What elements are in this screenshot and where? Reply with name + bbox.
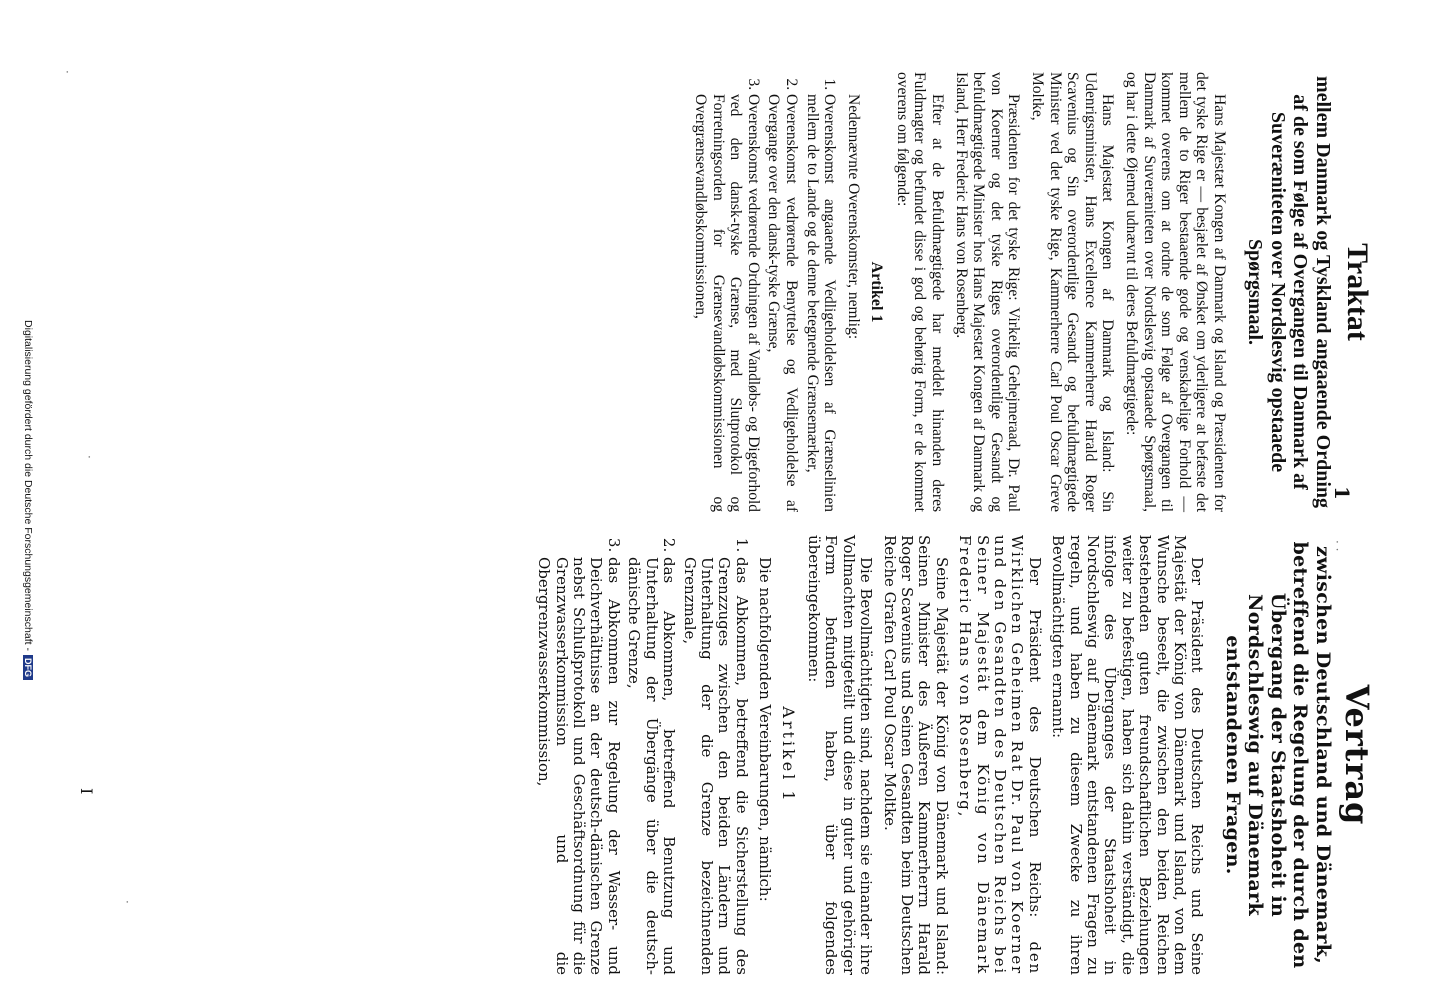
danish-king-delegates: Hans Majestæt Kongen af Danmark og Island: Sin Udenrigsminister, Hans Excellence Kammerherre Harald Roger Scavenius og Sin overordentlige Gesandt og befuldmægtigede Minister ved det tyske Rige, Kammerherre Carl Poul Oscar Greve Moltke, xyxy=(1029,72,1117,512)
danish-title: Traktat xyxy=(1341,243,1374,341)
german-agreement-item: 1. das Abkommen, betreffend die Sicherstellung des Grenzzuges zwischen den beiden Ländern und Unterhaltung der die Grenze bezeichnenden Grenzmale, xyxy=(680,557,750,975)
danish-subtitle: mellem Danmark og Tyskland angaaende Ordning af de som Følge af Overgangen til Danmark af Suveræniteten over Nordslesvig opstaaede Spørgsmaal. xyxy=(1244,75,1334,509)
german-agreement-item: 2. das Abkommen, betreffend Benutzung und Unterhaltung der Übergänge über die deutsch-dänische Grenze, xyxy=(625,557,677,975)
scan-speck: · xyxy=(82,455,96,459)
page-number: 1 xyxy=(1330,486,1354,500)
dfg-logo: DFG xyxy=(23,655,33,680)
german-plenipotentiary-intro xyxy=(956,535,1043,975)
german-agreement-clause: Die Bevollmächtigten sind, nachdem sie einander ihre Vollmachten mitgeteilt und diese in guter und gehöriger Form befunden haben, über folgendes übereingekommen: xyxy=(804,535,876,975)
danish-president-delegates: Præsidenten for det tyske Rige: Virkelig Gehejmeraad, Dr. Paul von Koerner og det tyske Riges overordentlige Gesandt og befuldmægtigede Minister hos Hans Majestæt Kongen af Danmark og Island, Herr Frederic Hans von Rosenberg. xyxy=(952,72,1023,512)
danish-agreement-item: 2. Overenskomst vedrørende Benyttelse og Vedligeholdelse af Overgange over den dansk-tyske Grænse, xyxy=(765,94,800,512)
german-agreement-list xyxy=(535,535,750,975)
danish-agreement-list xyxy=(691,72,838,512)
scan-speck: · xyxy=(120,900,134,904)
page-mark: I xyxy=(77,788,96,795)
danish-article-heading: Artikel 1 xyxy=(868,261,886,323)
danish-article-intro: Nedennævnte Overenskomster, nemlig: xyxy=(844,94,862,340)
german-president-delegates: den Wirklichen Geheimen Rat Dr. Paul von Koerner und den Gesandten des Deutschen Reichs bei Seiner Majestät dem König von Dänemark Frederic Hans von Rosenberg, xyxy=(956,535,1044,975)
german-agreement-item: 3. das Abkommen zur Regelung der Wasser- und Deichverhältnisse an der deutsch-dänischen Grenze nebst Schlußprotokoll und Geschäftsordnung für die Grenzwasserkommission und die Obergrenzwasserkommission, xyxy=(535,557,622,975)
footer-text: Digitalisierung gefördert durch die Deutsche Forschungsgemeinschaft - xyxy=(22,320,34,651)
german-subtitle: zwischen Deutschland und Dänemark, betreffend die Regelung der durch den Übergang der Staatshoheit in Nordschleswig auf Dänemark entstandenen Fragen. xyxy=(1222,541,1334,969)
german-article-intro: Die nachfolgenden Vereinbarungen, nämlich: xyxy=(756,557,775,902)
german-preamble: Der Präsident des Deutschen Reichs und Seine Majestät der König von Dänemark und Island, von dem Wunsche beseelt, die zwischen den beiden Reichen bestehenden guten freundschaftlichen Beziehungen weiter zu befestigen, haben sich dahin verständigt, die infolge des Überganges der Staatshoheit in Nordschleswig auf Dänemark entstandenen Fragen zu regeln, und haben zu diesem Zwecke zu ihren Bevollmächtigten ernannt: xyxy=(1049,535,1207,975)
german-president-label: Der Präsident des Deutschen Reichs: xyxy=(1025,557,1044,918)
danish-agreement-item: 3. Overenskomst vedrørende Ordningen af Vandløbs- og Digeforhold ved den dansk-tyske Grænse, med Slutprotokol og Forretningsorden for Grænsevandløbskommissionen og Overgrænsevandløbskommissionen, xyxy=(691,94,761,512)
german-title: Vertrag xyxy=(1338,684,1376,826)
danish-column xyxy=(688,72,1374,512)
scan-speck: · xyxy=(60,70,74,74)
german-article-heading: Artikel 1 xyxy=(778,706,798,804)
danish-agreement-clause: Efter at de Befuldmægtigede har meddelt hinanden deres Fuldmagter og befundet disse i god og behørig Form, er de kommet overens om følgende: xyxy=(893,72,947,512)
scan-speck: · · xyxy=(1330,540,1344,552)
german-king-delegates: Seine Majestät der König von Dänemark und Island: Seinen Minister des Äußeren Kammerherrn Harald Roger Scavenius und Seinen Gesandten beim Deutschen Reiche Grafen Carl Poul Oscar Moltke. xyxy=(880,535,951,975)
german-column xyxy=(532,535,1374,975)
digitization-credit xyxy=(22,0,34,1000)
danish-preamble: Hans Majestæt Kongen af Danmark og Island og Præsidenten for det tyske Rige er — besjælet af Ønsket om yderligere at befæste det mellem de to Riger bestaaende gode og venskabelige Forhold — kommet overens om at ordne de som Følge af Overgangen til Danmark af Suveræniteten over Nordslesvig opstaaede Spørgsmaal, og har i dette Øjemed udnævnt til deres Befuldmægtigede: xyxy=(1123,72,1228,512)
danish-agreement-item: 1. Overenskomst angaaende Vedligeholdelsen af Grænselinien mellem de to Lande og de denne betegnende Grænsemærker, xyxy=(803,94,838,512)
